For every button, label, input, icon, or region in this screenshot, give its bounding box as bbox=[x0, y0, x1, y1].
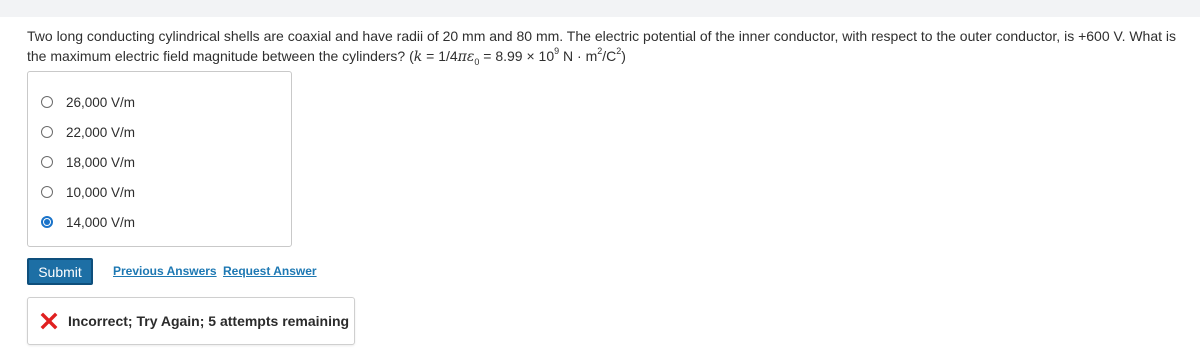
feedback-box bbox=[27, 297, 355, 345]
radio-button[interactable] bbox=[41, 156, 53, 168]
question-text-part: /C bbox=[602, 48, 617, 64]
radio-button[interactable] bbox=[41, 126, 53, 138]
question-text-part: N · m bbox=[559, 48, 598, 64]
question-text-part: = 8.99 × 10 bbox=[479, 48, 555, 64]
x-icon bbox=[40, 312, 58, 330]
submit-button[interactable]: Submit bbox=[27, 258, 93, 285]
choice-option[interactable] bbox=[41, 92, 135, 112]
k-symbol: k bbox=[413, 49, 423, 65]
request-answer-link[interactable]: Request Answer bbox=[223, 264, 317, 278]
exponent: 2 bbox=[597, 46, 603, 57]
choice-label: 26,000 V/m bbox=[66, 94, 136, 110]
epsilon-subscript: 0 bbox=[474, 56, 480, 67]
question-text-part: ) bbox=[621, 48, 626, 64]
question-text bbox=[27, 26, 1192, 67]
question-text-part: Two long conducting cylindrical shells are coaxial and have radii of 20 mm and 80 mm. The electric potential of the inner conductor, with respect to the outer conductor, is +600 V. What is the maximum electric field magnitude between the cylinders? ( bbox=[27, 28, 1177, 64]
choice-option[interactable] bbox=[41, 152, 135, 172]
pi-symbol: π bbox=[457, 49, 467, 65]
question-text-part: = 1/4 bbox=[422, 48, 458, 64]
choice-label: 18,000 V/m bbox=[66, 154, 136, 170]
radio-button[interactable] bbox=[41, 186, 53, 198]
choice-label: 14,000 V/m bbox=[66, 214, 136, 230]
choice-label: 10,000 V/m bbox=[66, 184, 136, 200]
radio-button[interactable] bbox=[41, 216, 53, 228]
top-strip bbox=[0, 0, 1200, 17]
choice-option[interactable] bbox=[41, 212, 135, 232]
choice-label: 22,000 V/m bbox=[66, 124, 136, 140]
epsilon-symbol: ε bbox=[466, 49, 475, 65]
previous-answers-link[interactable]: Previous Answers bbox=[113, 264, 217, 278]
choice-option[interactable] bbox=[41, 182, 135, 202]
exponent: 2 bbox=[616, 46, 622, 57]
exponent: 9 bbox=[554, 46, 560, 57]
feedback-message: Incorrect; Try Again; 5 attempts remaining bbox=[68, 313, 350, 329]
answer-choices bbox=[27, 71, 292, 247]
choice-option[interactable] bbox=[41, 122, 135, 142]
radio-button[interactable] bbox=[41, 96, 53, 108]
